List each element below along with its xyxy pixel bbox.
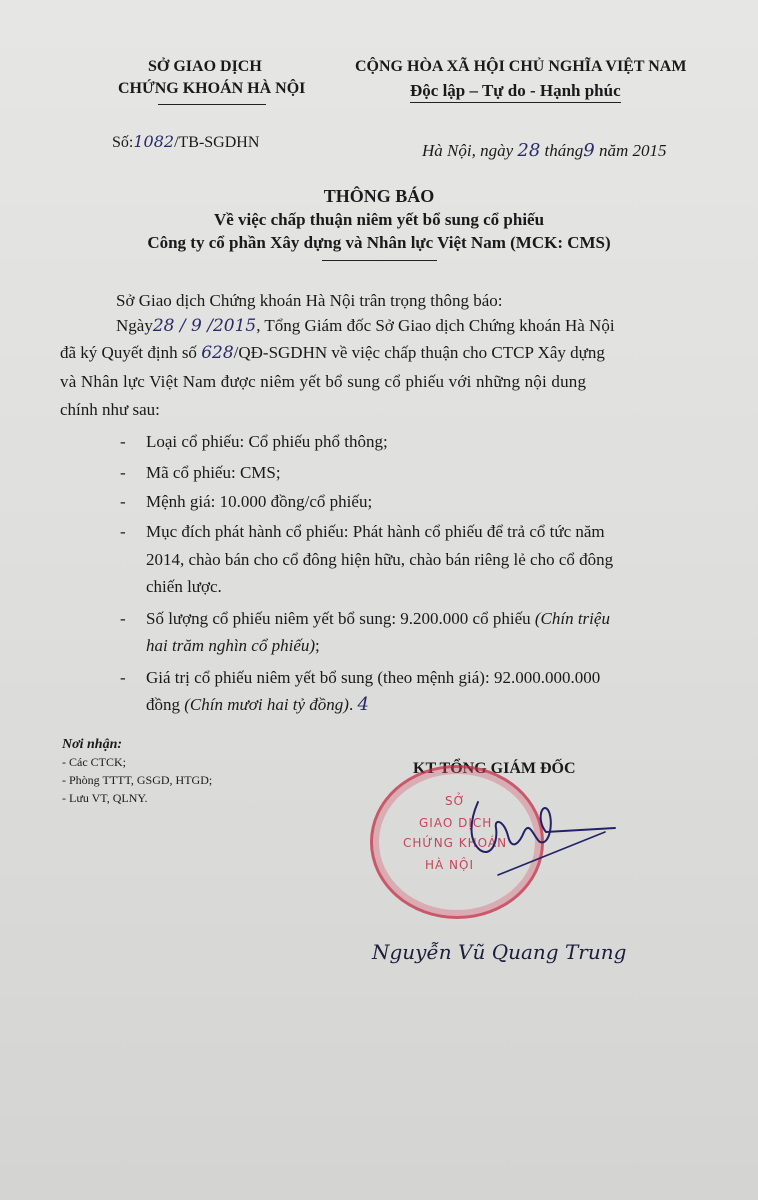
bullet-item bbox=[120, 488, 126, 515]
bullet-value-line2 bbox=[146, 691, 369, 718]
recipient-1: - Các CTCK; bbox=[62, 755, 126, 769]
body-line-1 bbox=[116, 312, 615, 340]
motto: Độc lập – Tự do - Hạnh phúc bbox=[410, 81, 621, 103]
body-line-1-rest: , Tổng Giám đốc Sở Giao dịch Chứng khoán Hà Nội bbox=[256, 316, 615, 335]
date-prefix: Hà Nội, ngày bbox=[422, 141, 514, 160]
bullet-dash: - bbox=[120, 463, 126, 482]
seal-text-4: HÀ NỘI bbox=[425, 858, 475, 872]
decision-date-handwritten: 28 / 9 /2015 bbox=[152, 316, 257, 336]
quantity-words-1: (Chín triệu bbox=[534, 609, 610, 628]
bullet-quantity-line1 bbox=[146, 605, 610, 632]
date-month: 9 bbox=[583, 140, 595, 161]
document-number bbox=[112, 132, 259, 152]
org-name-line1: SỞ GIAO DỊCH bbox=[148, 58, 262, 75]
bullet-ticker: Mã cổ phiếu: CMS; bbox=[146, 463, 281, 482]
bullet-quantity-line2 bbox=[146, 632, 320, 659]
body-line-2-start: đã ký Quyết định số bbox=[60, 343, 197, 362]
signatory-name: Nguyễn Vũ Quang Trung bbox=[372, 940, 627, 964]
handwritten-signature bbox=[400, 780, 630, 910]
quantity-words-2: hai trăm nghìn cổ phiếu) bbox=[146, 636, 316, 655]
title-underline bbox=[322, 260, 437, 261]
bullet-item bbox=[120, 664, 126, 691]
signatory-role: KT TỔNG GIÁM ĐỐC bbox=[413, 760, 576, 777]
seal-text-1: SỞ bbox=[445, 794, 466, 808]
country-name: CỘNG HÒA XÃ HỘI CHỦ NGHĨA VIỆT NAM bbox=[355, 58, 687, 75]
date-line bbox=[422, 140, 667, 161]
value-end: . bbox=[348, 695, 354, 714]
bullet-item bbox=[120, 459, 126, 486]
doc-number-prefix: Số: bbox=[112, 134, 134, 151]
doc-number-suffix: /TB-SGDHN bbox=[174, 134, 260, 151]
bullet-dash: - bbox=[120, 432, 126, 451]
recipient-3: - Lưu VT, QLNY. bbox=[62, 791, 148, 805]
bullet-purpose-line3: chiến lược. bbox=[146, 577, 222, 596]
document-subtitle-2: Công ty cổ phần Xây dựng và Nhân lực Việt Nam (MCK: CMS) bbox=[147, 233, 611, 252]
org-name-line2: CHỨNG KHOÁN HÀ NỘI bbox=[118, 80, 306, 97]
bullet-share-type: Loại cổ phiếu: Cổ phiếu phổ thông; bbox=[146, 432, 388, 451]
date-year: năm 2015 bbox=[598, 141, 667, 160]
quantity-end: ; bbox=[315, 636, 320, 655]
org-underline bbox=[158, 104, 266, 105]
bullet-dash: - bbox=[120, 522, 126, 541]
date-day: 28 bbox=[517, 140, 541, 161]
body-intro: Sở Giao dịch Chứng khoán Hà Nội trân trọng thông báo: bbox=[116, 291, 503, 310]
doc-number-handwritten: 1082 bbox=[133, 132, 175, 151]
value-dong: đồng bbox=[146, 695, 180, 714]
value-words: (Chín mươi hai tỷ đồng) bbox=[184, 695, 349, 714]
document-subtitle-1: Về việc chấp thuận niêm yết bổ sung cổ phiếu bbox=[213, 210, 545, 229]
bullet-value-line1: Giá trị cổ phiếu niêm yết bổ sung (theo mệnh giá): 92.000.000.000 bbox=[146, 668, 601, 687]
decision-number-handwritten: 628 bbox=[201, 343, 234, 363]
bullet-par-value: Mệnh giá: 10.000 đồng/cổ phiếu; bbox=[146, 492, 373, 511]
bullet-item bbox=[120, 605, 126, 632]
bullet-item bbox=[120, 428, 126, 455]
date-month-label: tháng bbox=[544, 141, 584, 160]
body-line-4: chính như sau: bbox=[60, 400, 160, 419]
bullet-purpose-line1: Mục đích phát hành cổ phiếu: Phát hành cổ phiếu để trả cổ tức năm bbox=[146, 522, 605, 541]
bullet-purpose-line2: 2014, chào bán cho cổ đông hiện hữu, chào bán riêng lẻ cho cổ đông bbox=[146, 550, 614, 569]
body-line-2 bbox=[60, 339, 605, 367]
bullet-item bbox=[120, 518, 126, 545]
body-line-2-rest: /QĐ-SGDHN về việc chấp thuận cho CTCP Xây dựng bbox=[233, 343, 605, 362]
recipient-2: - Phòng TTTT, GSGD, HTGD; bbox=[62, 773, 213, 787]
body-ngay: Ngày bbox=[116, 316, 153, 335]
body-line-3: và Nhân lực Việt Nam được niêm yết bổ sung cổ phiếu với những nội dung bbox=[60, 372, 587, 391]
initial-mark: 4 bbox=[357, 694, 369, 715]
seal-text-2: GIAO DỊCH bbox=[419, 816, 493, 830]
quantity-text: Số lượng cổ phiếu niêm yết bổ sung: 9.200.000 cổ phiếu bbox=[146, 609, 531, 628]
recipients-label: Nơi nhận: bbox=[62, 737, 123, 752]
seal-text-3: CHỨNG KHOÁN bbox=[403, 836, 508, 850]
bullet-dash: - bbox=[120, 668, 126, 687]
bullet-dash: - bbox=[120, 609, 126, 628]
document-title: THÔNG BÁO bbox=[323, 186, 435, 206]
bullet-dash: - bbox=[120, 492, 126, 511]
